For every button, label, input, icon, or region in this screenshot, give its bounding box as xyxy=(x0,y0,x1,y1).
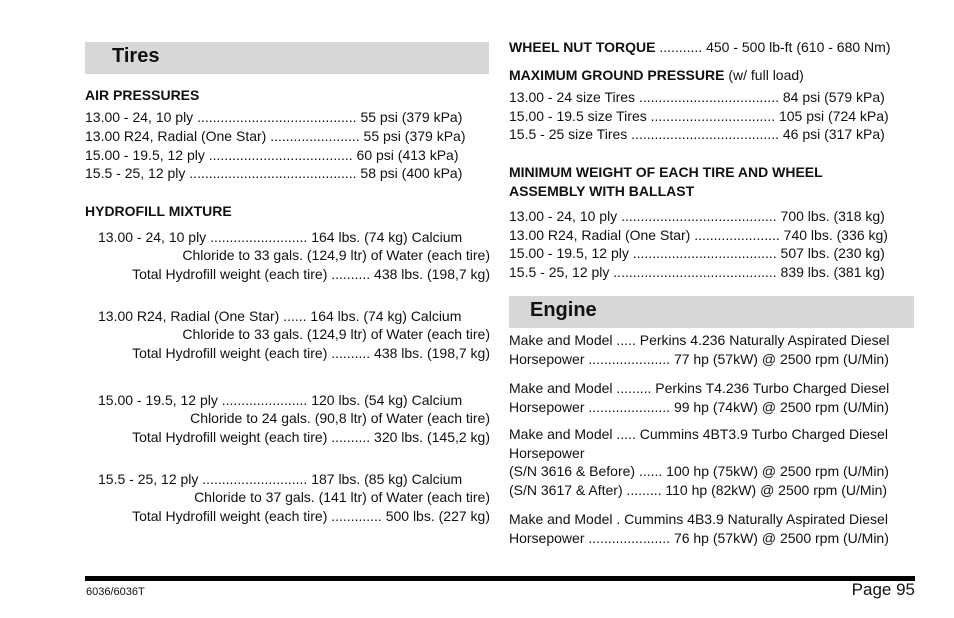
ground-pressure-row: 13.00 - 24 size Tires .................................... 84 psi (579 kPa) xyxy=(509,89,885,105)
min-weight-row: 15.5 - 25, 12 ply .......................................... 839 lbs. (381 kg) xyxy=(509,264,885,280)
footer-model: 6036/6036T xyxy=(86,586,145,598)
ground-pressure-row: 15.00 - 19.5 size Tires ................................ 105 psi (724 kPa) xyxy=(509,108,889,124)
min-weight-row: 13.00 R24, Radial (One Star) ...................... 740 lbs. (336 kg) xyxy=(509,227,888,243)
hydrofill-line: 15.00 - 19.5, 12 ply ...................... 120 lbs. (54 kg) Calcium xyxy=(98,392,463,408)
air-pressures-heading: AIR PRESSURES xyxy=(85,87,200,103)
engine-line: Horsepower xyxy=(509,445,585,461)
engine-line: Make and Model ......... Perkins T4.236 Turbo Charged Diesel xyxy=(509,380,890,396)
engine-line: Horsepower ..................... 99 hp (74kW) @ 2500 rpm (U/Min) xyxy=(509,399,889,415)
hydrofill-line: 13.00 R24, Radial (One Star) ...... 164 lbs. (74 kg) Calcium xyxy=(98,308,462,324)
wheel-nut-torque-label: WHEEL NUT TORQUE xyxy=(509,39,656,55)
hydrofill-total: Total Hydrofill weight (each tire) .......... 438 lbs. (198,7 kg) xyxy=(132,345,490,361)
wheel-nut-torque xyxy=(509,38,891,56)
air-pressure-row: 15.5 - 25, 12 ply ........................................... 58 psi (400 kPa) xyxy=(85,165,463,181)
ground-pressure-label: MAXIMUM GROUND PRESSURE xyxy=(509,67,725,83)
ground-pressure-row: 15.5 - 25 size Tires ...................................... 46 psi (317 kPa) xyxy=(509,126,885,142)
min-weight-heading: ASSEMBLY WITH BALLAST xyxy=(509,183,695,199)
hydrofill-line: Chloride to 33 gals. (124,9 ltr) of Water (each tire) xyxy=(182,326,490,342)
ground-pressure-suffix: (w/ full load) xyxy=(724,67,804,83)
air-pressure-row: 13.00 - 24, 10 ply ......................................... 55 psi (379 kPa) xyxy=(85,109,463,125)
hydrofill-line: Chloride to 37 gals. (141 ltr) of Water (each tire) xyxy=(194,489,490,505)
hydrofill-total: Total Hydrofill weight (each tire) .......... 320 lbs. (145,2 kg) xyxy=(132,429,490,445)
min-weight-row: 13.00 - 24, 10 ply ........................................ 700 lbs. (318 kg) xyxy=(509,208,885,224)
hydrofill-total: Total Hydrofill weight (each tire) .......... 438 lbs. (198,7 kg) xyxy=(132,266,490,282)
engine-line: Horsepower ..................... 77 hp (57kW) @ 2500 rpm (U/Min) xyxy=(509,351,889,367)
hydrofill-heading: HYDROFILL MIXTURE xyxy=(85,203,232,219)
hydrofill-line: 15.5 - 25, 12 ply ........................... 187 lbs. (85 kg) Calcium xyxy=(98,471,463,487)
hydrofill-line: Chloride to 24 gals. (90,8 ltr) of Water (each tire) xyxy=(190,410,490,426)
air-pressure-row: 13.00 R24, Radial (One Star) ....................... 55 psi (379 kPa) xyxy=(85,128,466,144)
air-pressure-row: 15.00 - 19.5, 12 ply ..................................... 60 psi (413 kPa) xyxy=(85,147,459,163)
ground-pressure-heading xyxy=(509,66,804,84)
engine-line: Make and Model ..... Cummins 4BT3.9 Turbo Charged Diesel xyxy=(509,426,888,442)
min-weight-row: 15.00 - 19.5, 12 ply ..................................... 507 lbs. (230 kg) xyxy=(509,245,885,261)
engine-line: (S/N 3617 & After) ......... 110 hp (82kW) @ 2500 rpm (U/Min) xyxy=(509,482,888,498)
tires-title: Tires xyxy=(112,45,160,67)
hydrofill-total: Total Hydrofill weight (each tire) ............. 500 lbs. (227 kg) xyxy=(132,508,490,524)
min-weight-heading: MINIMUM WEIGHT OF EACH TIRE AND WHEEL xyxy=(509,164,823,180)
engine-line: (S/N 3616 & Before) ...... 100 hp (75kW) @ 2500 rpm (U/Min) xyxy=(509,463,889,479)
page-number: Page 95 xyxy=(851,580,915,599)
engine-line: Make and Model ..... Perkins 4.236 Naturally Aspirated Diesel xyxy=(509,332,890,348)
engine-title: Engine xyxy=(530,299,597,321)
engine-line: Horsepower ..................... 76 hp (57kW) @ 2500 rpm (U/Min) xyxy=(509,530,889,546)
wheel-nut-torque-value: ........... 450 - 500 lb-ft (610 - 680 Nm) xyxy=(655,39,891,55)
engine-line: Make and Model . Cummins 4B3.9 Naturally Aspirated Diesel xyxy=(509,511,888,527)
hydrofill-line: Chloride to 33 gals. (124,9 ltr) of Water (each tire) xyxy=(182,247,490,263)
hydrofill-line: 13.00 - 24, 10 ply ......................... 164 lbs. (74 kg) Calcium xyxy=(98,229,463,245)
footer-rule xyxy=(85,576,915,581)
